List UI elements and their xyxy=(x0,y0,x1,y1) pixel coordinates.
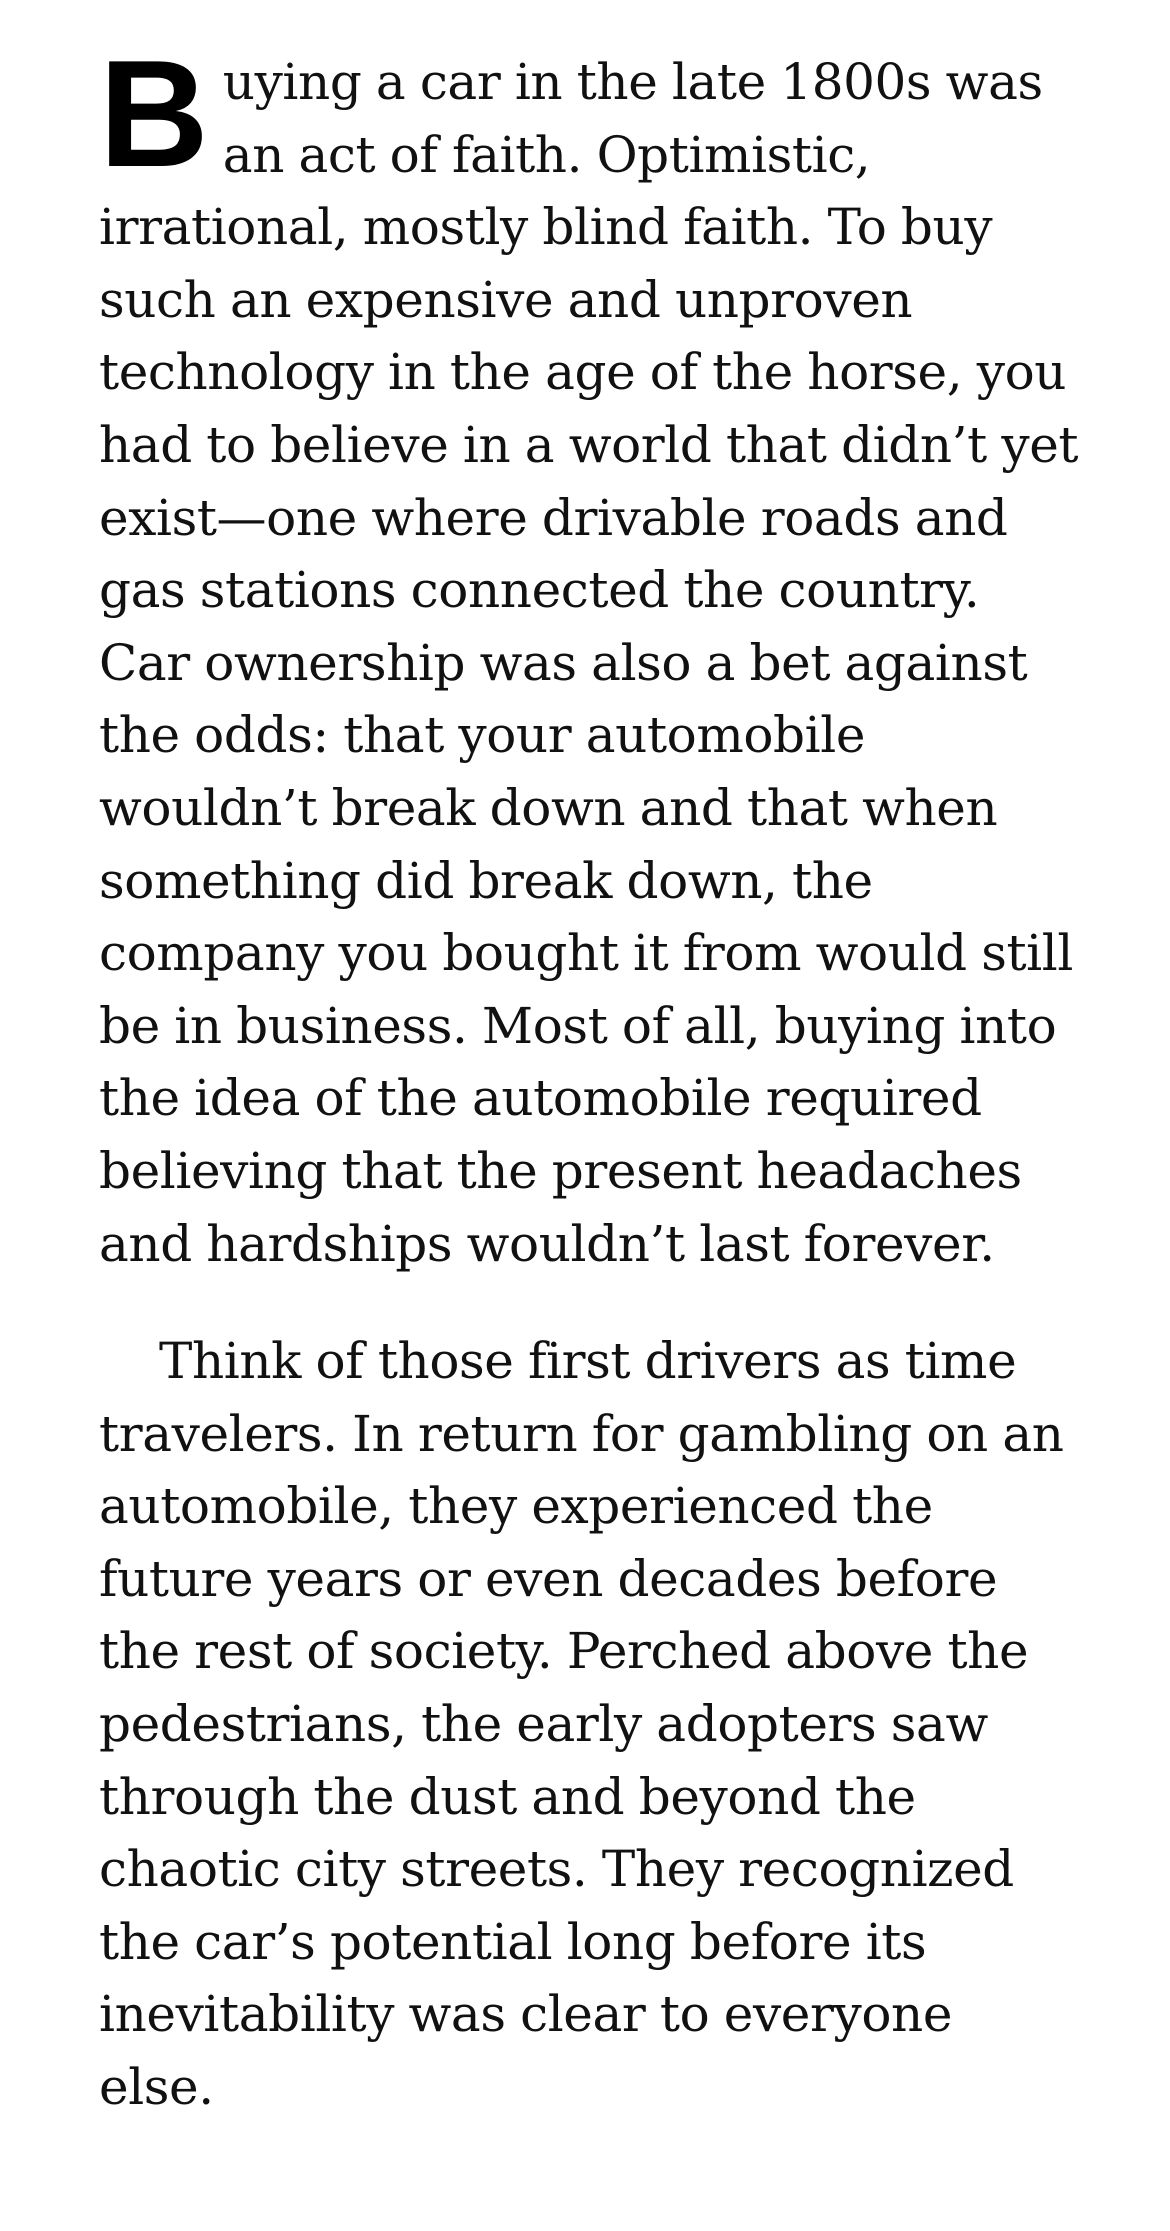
article-body xyxy=(99,29,1079,2124)
drop-cap-letter: B xyxy=(99,29,209,199)
paragraph-1 xyxy=(99,29,1079,1280)
paragraph-1-text: uying a car in the late 1800s was an act of faith. Optimistic, irrational, mostly blind faith. To buy such an expensive and unproven technology in the age of the horse, you had to believe in a world that didn’t yet exist—one where drivable roads and gas stations connected the country. Car ownership was also a bet against the odds: that your automobile wouldn’t break down and that when something did break down, the company you bought it from would still be in business. Most of all, buying into the idea of the automobile required believing that the present headaches and hardships wouldn’t last forever. xyxy=(99,53,1079,1273)
paragraph-2 xyxy=(99,1325,1079,2124)
paragraph-2-text: Think of those first drivers as time travelers. In return for gambling on an automobile, they experienced the future years or even decades before the rest of society. Perched above the pedestrians, the early adopters saw through the dust and beyond the chaotic city streets. They recognized the car’s potential long before its inevitability was clear to everyone else. xyxy=(99,1332,1064,2117)
